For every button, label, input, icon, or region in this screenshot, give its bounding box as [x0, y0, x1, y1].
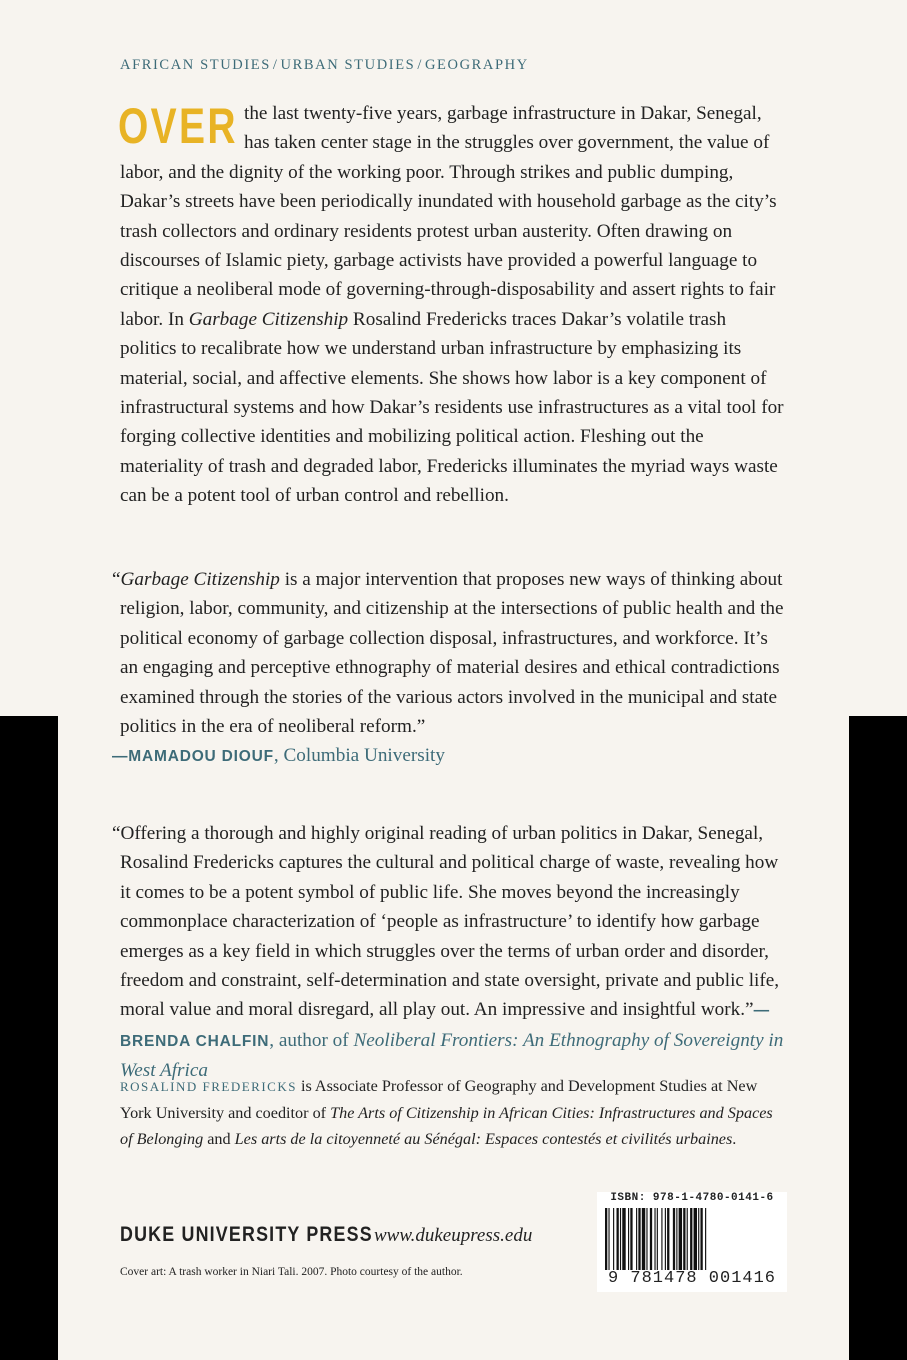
barcode-bar: [705, 1208, 706, 1270]
quote2-text: “Offering a thorough and highly original reading of urban politics in Dakar, Senegal, Rosalind Fredericks captures the cultural and political charge of waste, revealing how it comes to be a potent symbol of public life. She moves beyond the increasingly commonplace characterization of ‘people as infrastructure’ to identify how garbage emerges as a key field in which struggles over the terms of urban order and disorder, freedom and constraint, self-determination and state oversight, private and public life, moral value and moral disregard, all play out. An impressive and insightful work.”: [112, 823, 780, 1021]
isbn-label: ISBN: 978-1-4780-0141-6: [610, 1192, 774, 1204]
quote1-title: Garbage Citizenship: [120, 569, 280, 590]
category-african-studies: AFRICAN STUDIES: [120, 57, 271, 73]
barcode-bar: [617, 1208, 619, 1270]
quote2-affiliation: , author of: [269, 1029, 354, 1051]
barcode-bar: [683, 1208, 685, 1270]
description-text-1: the last twenty-five years, garbage infrastructure in Dakar, Senegal, has taken center stage in the struggles over government, the value of labor, and the dignity of the working poor. Through strikes and public dumping, Dakar’s streets have been periodically inundated with household garbage as the city’s trash collectors and ordinary residents protest urban austerity. Often drawing on discourses of Islamic piety, garbage activists have provided a powerful language to critique a neoliberal mode of governing-through-disposability and assert rights to fair labor. In: [120, 103, 777, 330]
barcode-bar: [673, 1208, 675, 1270]
barcode-bar: [657, 1208, 658, 1270]
book-description: [120, 99, 784, 511]
publisher-name: DUKE UNIVERSITY PRESS: [120, 1223, 373, 1246]
category-line: AFRICAN STUDIES / URBAN STUDIES / GEOGRAPHY: [120, 57, 529, 73]
black-edge-left: [0, 716, 58, 1360]
quote2-book: Neoliberal Frontiers: An Ethnography of Sovereignty in West Africa: [120, 1029, 784, 1082]
bio-book-2: Les arts de la citoyenneté au Sénégal: Espaces contestés et civilités urbaines: [234, 1130, 733, 1148]
bio-text-2: and: [203, 1130, 235, 1148]
barcode-bar: [630, 1208, 632, 1270]
barcode-bar: [690, 1208, 692, 1270]
category-geography: GEOGRAPHY: [424, 57, 529, 73]
barcode-digits: 9 781478 001416: [607, 1269, 777, 1288]
barcode-bar: [620, 1208, 621, 1270]
description-title: Garbage Citizenship: [188, 308, 349, 330]
author-bio: [120, 1073, 784, 1152]
publisher-website: www.dukeupress.edu: [374, 1225, 533, 1246]
barcode-bar: [642, 1208, 645, 1270]
barcode-bar: [628, 1208, 629, 1270]
barcode-bars: [605, 1208, 781, 1270]
barcode-bar: [646, 1208, 647, 1270]
quote1-text: is a major intervention that proposes new ways of thinking about religion, labor, community, and citizenship at the intersections of public health and the political economy of garbage collection disposal, infrastructures, and workforce. It’s an engaging and perceptive ethnography of material desires and ethical contradictions examined through the stories of the various actors involved in the municipal and state politics in the era of neoliberal reform.”: [120, 569, 784, 738]
barcode-bar: [698, 1208, 699, 1270]
endorsement-diouf: [112, 565, 784, 772]
barcode-bar: [700, 1208, 702, 1270]
category-urban-studies: URBAN STUDIES: [280, 57, 416, 73]
barcode-bar: [654, 1208, 655, 1270]
black-edge-right: [849, 716, 907, 1360]
quote-open-mark: “: [112, 569, 121, 590]
cover-credit: Cover art: A trash worker in Niari Tali. 2007. Photo courtesy of the author.: [120, 1266, 463, 1278]
description-text-2: Rosalind Fredericks traces Dakar’s volatile trash politics to recalibrate how we understand urban infrastructure by emphasizing its material, social, and affective elements. She shows how labor is a key component of infrastructural systems and how Dakar’s residents use infrastructures as a vital tool for forging collective identities and mobilizing political action. Fleshing out the materiality of trash and degraded labor, Fredericks illuminates the myriad ways waste can be a potent tool of urban control and rebellion.: [120, 308, 784, 507]
barcode-bar: [622, 1208, 625, 1270]
bio-book-1: The Arts of Citizenship in African Cities: Infrastructures and Spaces of Belonging: [120, 1104, 773, 1148]
bio-text-1: is Associate Professor of Geography and Development Studies at New York University and coeditor of: [120, 1077, 758, 1122]
barcode-bar: [687, 1208, 688, 1270]
barcode-bar: [605, 1208, 607, 1270]
bio-text-3: .: [732, 1130, 737, 1148]
barcode-bar: [665, 1208, 666, 1270]
barcode-bar: [608, 1208, 609, 1270]
barcode-bar: [676, 1208, 677, 1270]
quote1-author: —MAMADOU DIOUF: [112, 748, 274, 766]
bio-author-name: ROSALIND FREDERICKS: [120, 1079, 297, 1094]
barcode-bar: [636, 1208, 637, 1270]
endorsement-chalfin: [112, 819, 784, 1086]
barcode-bar: [650, 1208, 652, 1270]
quote2-author: —BRENDA CHALFIN: [120, 1002, 770, 1050]
barcode-bar: [679, 1208, 682, 1270]
barcode-bar: [667, 1208, 669, 1270]
barcode-bar: [661, 1208, 662, 1270]
barcode-bar: [613, 1208, 614, 1270]
barcode-bar: [638, 1208, 640, 1270]
drop-cap: OVER: [118, 98, 238, 154]
isbn-barcode: [597, 1192, 787, 1292]
barcode-bar: [694, 1208, 697, 1270]
quote1-affiliation: , Columbia University: [273, 745, 445, 767]
